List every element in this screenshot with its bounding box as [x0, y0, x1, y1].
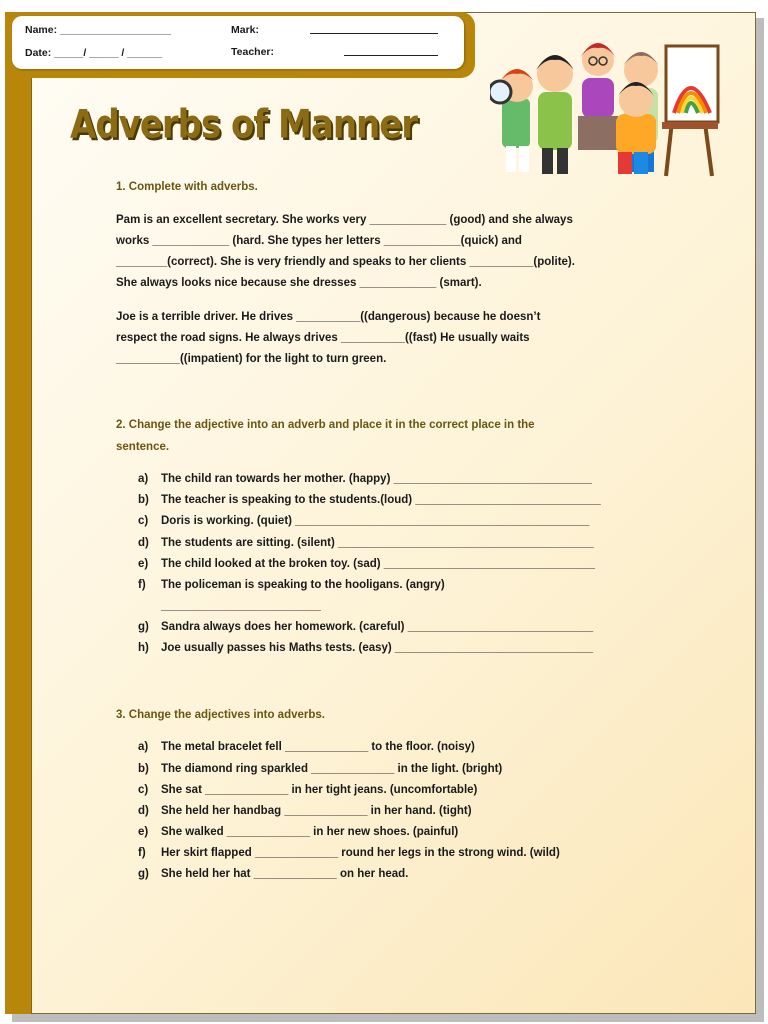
kid-magnifier-icon [490, 69, 533, 172]
list-item[interactable]: c) Doris is working. (quiet) ______________________________________________ [138, 515, 590, 527]
text-line[interactable]: ________(correct). She is very friendly and speaks to her clients __________(polite). [116, 256, 575, 268]
name-field[interactable]: Name: ___________________ [25, 24, 171, 36]
text-line[interactable]: __________((impatient) for the light to turn green. [116, 353, 387, 365]
list-item[interactable]: f) Her skirt flapped _____________ round her legs in the strong wind. (wild) [138, 847, 560, 859]
list-item[interactable]: _________________________ [161, 600, 321, 612]
list-item[interactable]: f) The policeman is speaking to the hooligans. (angry) [138, 579, 445, 591]
list-item[interactable]: a) The child ran towards her mother. (happy) _______________________________ [138, 473, 592, 485]
list-item[interactable]: h) Joe usually passes his Maths tests. (easy) _______________________________ [138, 642, 594, 654]
section2-heading-line1: 2. Change the adjective into an adverb and place it in the correct place in the [116, 419, 535, 431]
text-line[interactable]: works ____________ (hard. She types her letters ____________(quick) and [116, 235, 522, 247]
teacher-field[interactable] [344, 46, 438, 59]
section1-paragraph1 [116, 210, 656, 294]
section1-heading: 1. Complete with adverbs. [116, 181, 258, 193]
list-item[interactable]: d) She held her handbag _____________ in her hand. (tight) [138, 805, 472, 817]
list-item[interactable]: a) The metal bracelet fell _____________ to the floor. (noisy) [138, 741, 475, 753]
section2-heading-line2: sentence. [116, 441, 170, 453]
list-item[interactable]: d) The students are sitting. (silent) ________________________________________ [138, 537, 594, 549]
page-title: Adverbs of Manner [70, 102, 418, 148]
list-item[interactable]: e) The child looked at the broken toy. (sad) _________________________________ [138, 558, 595, 570]
list-item[interactable]: c) She sat _____________ in her tight jeans. (uncomfortable) [138, 784, 478, 796]
text-line[interactable]: She always looks nice because she dresses ____________ (smart). [116, 277, 482, 289]
list-item[interactable]: g) She held her hat _____________ on her head. [138, 868, 409, 880]
kid-green-icon [536, 55, 574, 174]
teacher-label: Teacher: [231, 46, 274, 58]
mark-field[interactable] [310, 24, 438, 37]
text-line[interactable]: Joe is a terrible driver. He drives __________((dangerous) because he doesn’t [116, 311, 541, 323]
section1-paragraph2 [116, 307, 656, 370]
section3-heading: 3. Change the adjectives into adverbs. [116, 709, 325, 721]
easel-icon [662, 46, 718, 176]
text-line[interactable]: Pam is an excellent secretary. She works very ____________ (good) and she always [116, 214, 573, 226]
list-item[interactable]: g) Sandra always does her homework. (careful) _____________________________ [138, 621, 594, 633]
mark-label: Mark: [231, 24, 260, 36]
list-item[interactable]: e) She walked _____________ in her new shoes. (painful) [138, 826, 459, 838]
date-field[interactable]: Date: _____/ _____ / ______ [25, 47, 163, 59]
list-item[interactable]: b) The diamond ring sparkled _____________ in the light. (bright) [138, 763, 503, 775]
text-line[interactable]: respect the road signs. He always drives __________((fast) He usually waits [116, 332, 530, 344]
children-clipart [490, 28, 725, 180]
kid-redhead-icon [578, 43, 618, 150]
student-info-box [12, 16, 464, 69]
list-item[interactable]: b) The teacher is speaking to the students.(loud) _____________________________ [138, 494, 601, 506]
binder-spine [5, 12, 32, 1014]
